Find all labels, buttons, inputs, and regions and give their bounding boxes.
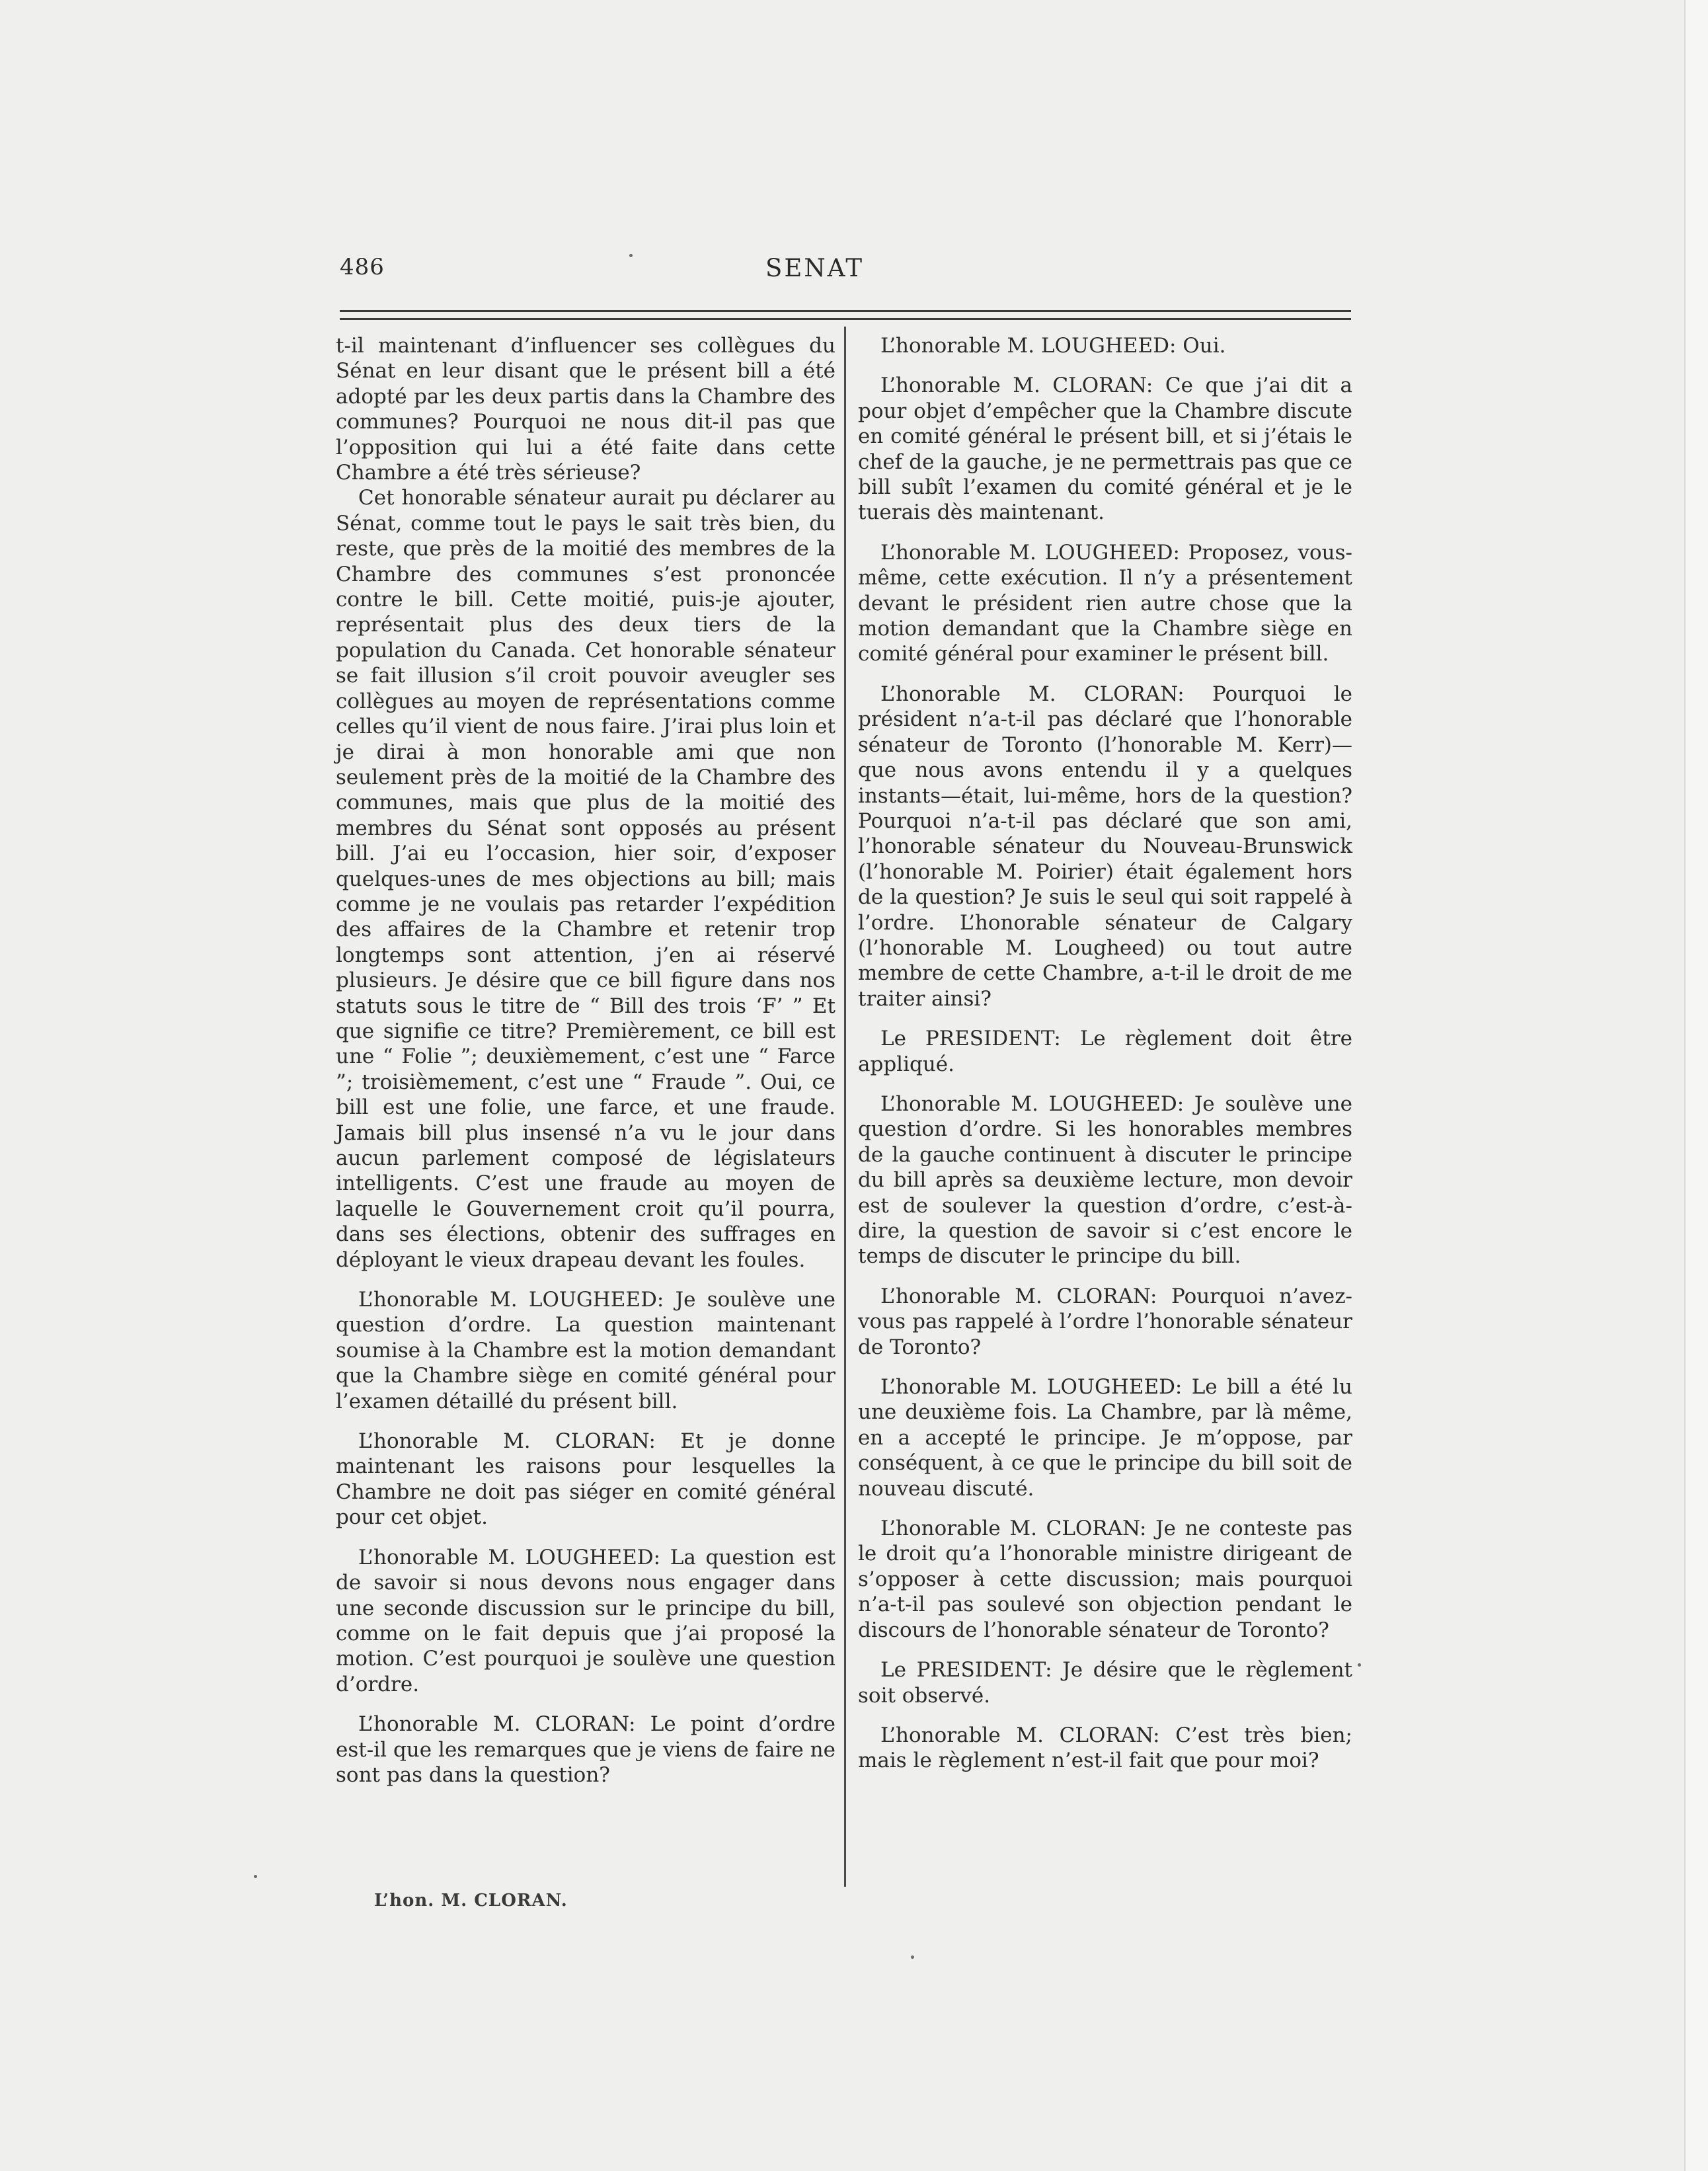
- page-number: 486: [340, 254, 385, 280]
- paragraph: L’honorable M. CLORAN: Le point d’ordre est-il que les remarques que je viens de faire ne sont pas dans la question?: [336, 1712, 835, 1787]
- paragraph: L’honorable M. LOUGHEED: La question est de savoir si nous devons nous engager dans une seconde discussion sur le principe du bill, comme on le fait depuis que j’ai proposé la motion. C’est pourquoi je soulève une question d’ordre.: [336, 1545, 835, 1696]
- header-rule-bottom: [340, 318, 1351, 320]
- page-header: [0, 246, 1708, 286]
- paragraph: L’honorable M. LOUGHEED: Je soulève une question d’ordre. Si les honorables membres de la gauche continuent à discuter le principe du bill après sa deuxième lecture, mon devoir est de soulever la question d’ordre, c’est-à-dire, la question de savoir si c’est encore le temps de discuter le principe du bill.: [858, 1091, 1352, 1269]
- column-divider: [844, 327, 846, 1887]
- left-column: [336, 333, 835, 1788]
- running-head: SENAT: [765, 254, 865, 282]
- paragraph: L’honorable M. CLORAN: Et je donne maintenant les raisons pour lesquelles la Chambre ne doit pas siéger en comité général pour cet objet.: [336, 1429, 835, 1530]
- paragraph: Cet honorable sénateur aurait pu déclarer au Sénat, comme tout le pays le sait très bien, du reste, que près de la moitié des membres de la Chambre des communes s’est prononcée contre le bill. Cette moitié, puis-je ajouter, représentait plus des deux tiers de la population du Canada. Cet honorable sénateur se fait illusion s’il croit pouvoir aveugler ses collègues au moyen de représentations comme celles qu’il vient de nous faire. J’irai plus loin et je dirai à mon honorable ami que non seulement près de la moitié de la Chambre des communes, mais que plus de la moitié des membres du Sénat sont opposés au présent bill. J’ai eu l’occasion, hier soir, d’exposer quelques-unes de mes objections au bill; mais comme je ne voulais pas retarder l’expédition des affaires de la Chambre et retenir trop longtemps sont attention, j’en ai réservé plusieurs. Je désire que ce bill figure dans nos statuts sous le titre de “ Bill des trois ‘F’ ” Et que signifie ce titre? Premièrement, ce bill est une “ Folie ”; deuxièmement, c’est une “ Farce ”; troisièmement, c’est une “ Fraude ”. Oui, ce bill est une folie, une farce, et une fraude. Jamais bill plus insensé n’a vu le jour dans aucun parlement composé de législateurs intelligents. C’est une fraude au moyen de laquelle le Gouvernement croit qu’il pourra, dans ses élections, obtenir des suffrages en déployant le vieux drapeau devant les foules.: [336, 486, 835, 1272]
- paragraph: t-il maintenant d’influencer ses collègues du Sénat en leur disant que le présent bill a été adopté par les deux partis dans la Chambre des communes? Pourquoi ne nous dit-il pas que l’opposition qui lui a été faite dans cette Chambre a été très sérieuse?: [336, 334, 835, 485]
- paragraph: L’honorable M. LOUGHEED: Oui.: [880, 334, 1226, 358]
- paragraph: L’honorable M. CLORAN: Pourquoi le président n’a-t-il pas déclaré que l’honorable sénateur de Toronto (l’honorable M. Kerr)—que nous avons entendu il y a quelques instants—était, lui-même, hors de la question? Pourquoi n’a-t-il pas déclaré que son ami, l’honorable sénateur du Nouveau-Brunswick (l’honorable M. Poirier) était également hors de la question? Je suis le seul qui soit rappelé à l’ordre. L’honorable sénateur de Calgary (l’honorable M. Lougheed) ou tout autre membre de cette Chambre, a-t-il le droit de me traiter ainsi?: [858, 682, 1352, 1011]
- paragraph: L’honorable M. LOUGHEED: Le bill a été lu une deuxième fois. La Chambre, par là même, en a accepté le principe. Je m’oppose, par conséquent, à ce que le principe du bill soit de nouveau discuté.: [858, 1375, 1352, 1501]
- paragraph: L’honorable M. LOUGHEED: Proposez, vous-même, cette exécution. Il n’y a présentement devant le président rien autre chose que la motion demandant que la Chambre siège en comité général pour examiner le présent bill.: [858, 540, 1352, 666]
- header-rule-top: [340, 310, 1351, 312]
- paragraph: L’honorable M. CLORAN: C’est très bien; mais le règlement n’est-il fait que pour moi?: [858, 1723, 1352, 1773]
- paragraph: Le PRESIDENT: Le règlement doit être appliqué.: [858, 1027, 1352, 1076]
- footer-speaker-name: L’hon. M. CLORAN.: [374, 1891, 568, 1911]
- paragraph: L’honorable M. CLORAN: Ce que j’ai dit a pour objet d’empêcher que la Chambre discute en comité général le présent bill, et si j’étais le chef de la gauche, je ne permettrais pas que ce bill subît l’examen du comité général et je le tuerais dès maintenant.: [858, 374, 1352, 525]
- page-edge: [1684, 0, 1708, 2171]
- paragraph: L’honorable M. CLORAN: Pourquoi n’avez-vous pas rappelé à l’ordre l’honorable sénateur de Toronto?: [858, 1284, 1352, 1359]
- scan-speck: [1358, 1663, 1361, 1667]
- paragraph: Le PRESIDENT: Je désire que le règlement soit observé.: [858, 1658, 1352, 1708]
- right-column: [858, 333, 1352, 1774]
- scan-speck: [254, 1875, 257, 1878]
- paragraph: L’honorable M. LOUGHEED: Je soulève une question d’ordre. La question maintenant soumise à la Chambre est la motion demandant que la Chambre siège en comité général pour l’examen détaillé du présent bill.: [336, 1288, 835, 1413]
- paragraph: L’honorable M. CLORAN: Je ne conteste pas le droit qu’a l’honorable ministre dirigeant de s’opposer à cette discussion; mais pourquoi n’a-t-il pas soulevé son objection pendant le discours de l’honorable sénateur de Toronto?: [858, 1517, 1352, 1642]
- scan-speck: [911, 1955, 914, 1959]
- scan-speck: [629, 254, 633, 257]
